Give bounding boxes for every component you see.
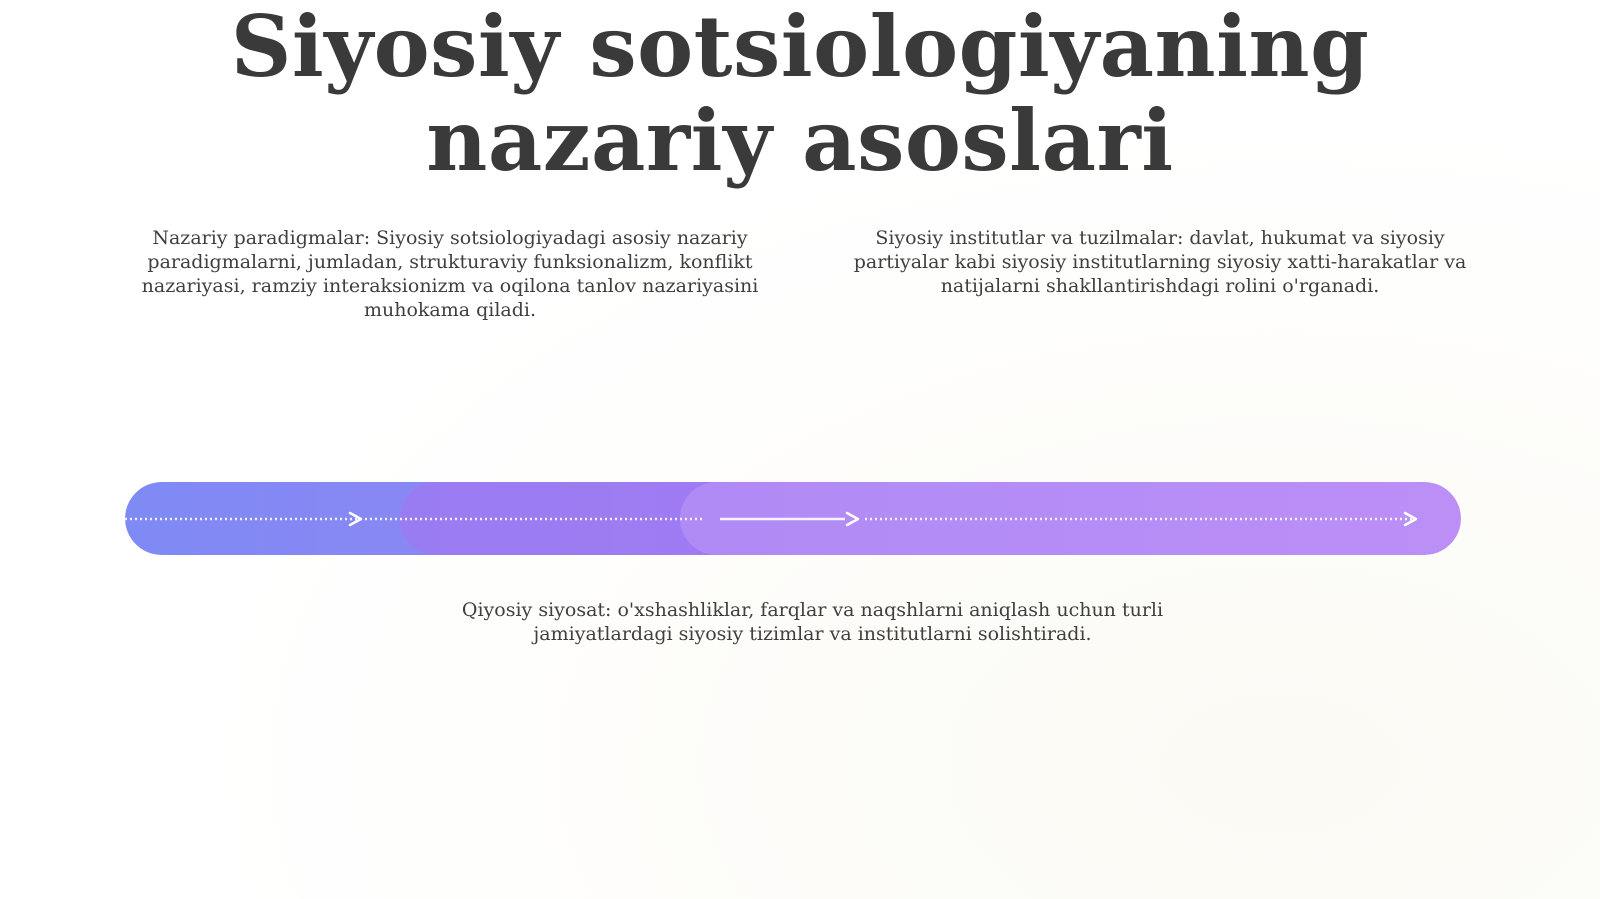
card-text-theoretical-paradigms: Nazariy paradigmalar: Siyosiy sotsiologiyadagi asosiy nazariy paradigmalarni, jumladan, strukturaviy funksionalizm, konflikt nazariyasi, ramziy interaksionizm va oqilona tanlov nazariyasini muhokama qiladi. <box>141 227 759 321</box>
arrow-right-icon <box>847 513 858 525</box>
slide-title: Siyosiy sotsiologiyaning nazariy asoslari <box>230 0 1370 190</box>
card-text-comparative-politics: Qiyosiy siyosat: o'xshashliklar, farqlar va naqshlarni aniqlash uchun turli jamiyatlardagi siyosiy tizimlar va institutlarni solishtiradi. <box>461 599 1164 645</box>
timeline-arrows <box>125 482 1461 555</box>
timeline-bar <box>125 482 1461 555</box>
card-text-political-institutions: Siyosiy institutlar va tuzilmalar: davlat, hukumat va siyosiy partiyalar kabi siyosiy institutlarning siyosiy xatti-harakatlar va natijalarni shakllantirishdagi rolini o'rganadi. <box>853 227 1467 297</box>
